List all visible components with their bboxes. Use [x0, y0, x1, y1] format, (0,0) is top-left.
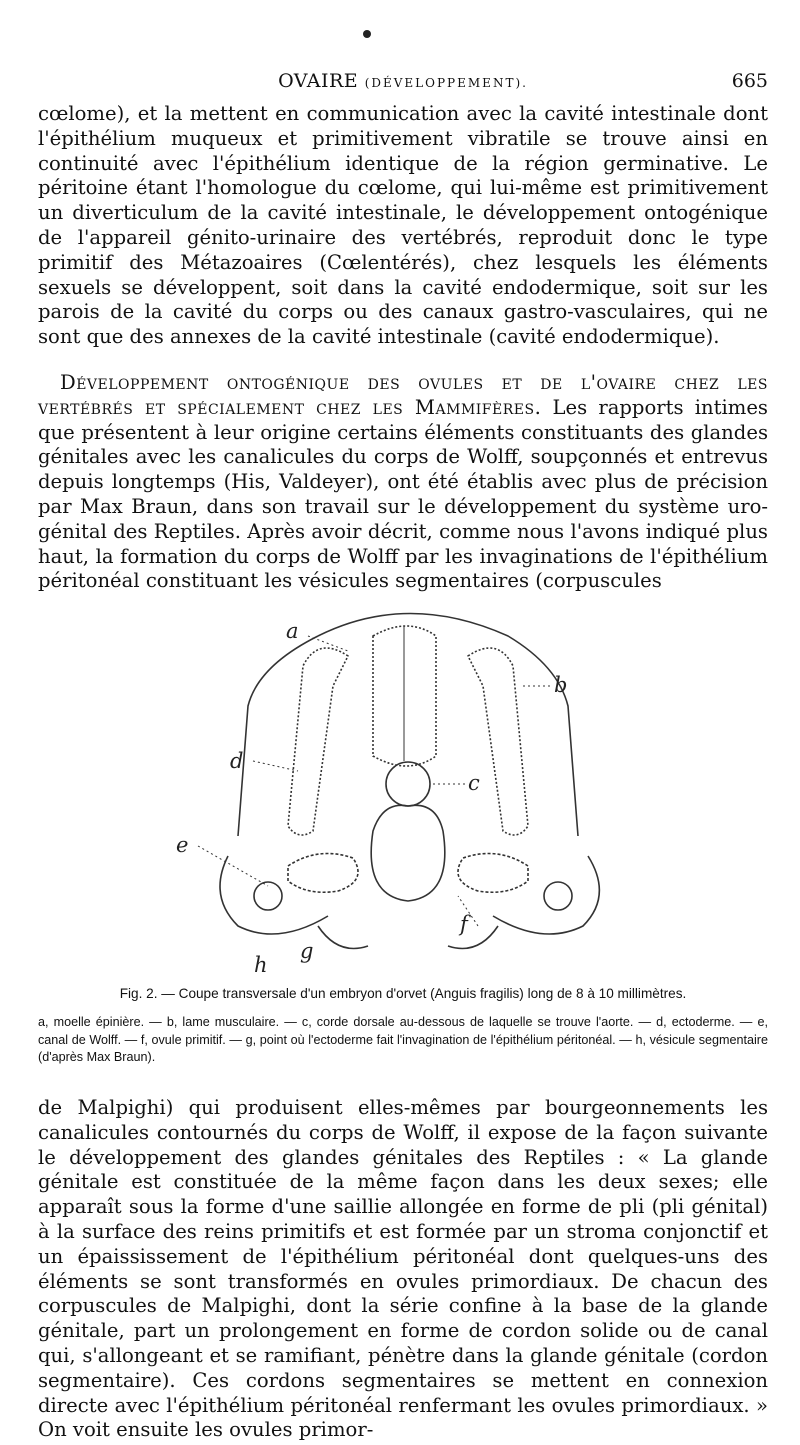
embryo-cross-section-figure: [168, 596, 658, 980]
section-heading: Développement ontogénique des ovules et de l'ovaire chez les vertébrés et spécialement chez les Mammifères.: [38, 371, 768, 419]
embryo-drawing: [168, 596, 658, 980]
figure-caption-title: Fig. 2. — Coupe transversale d'un embryon d'orvet (Anguis fragilis) long de 8 à 10 millimètres.: [119, 986, 687, 1001]
page-number: 665: [731, 70, 768, 92]
running-title-main: OVAIRE: [278, 70, 359, 92]
paragraph-3: de Malpighi) qui produisent elles-mêmes par bourgeonnements les canalicules contournés du corps de Wolff, il expose de la façon suivante le développement des glandes génitales des Reptiles : « La glande génitale est constituée de la même façon dans les deux sexes; elle apparaît sous la forme d'une saillie allongée en forme de pli (pli génital) à la surface des reins primitifs et est formée par un stroma conjonctif et un épaississement de l'épithélium péritonéal dont quelques-uns des éléments se sont transformés en ovules primordiaux. De chacun des corpuscules de Malpighi, dont la série confine à la base de la glande génitale, part un prolongement en forme de cordon solide ou de canal qui, s'allongeant et se ramifiant, pénètre dans la glande génitale (cordon segmentaire). Ces cordons segmentaires se mettent en connexion directe avec l'épithélium péritonéal renfermant les ovules primordiaux. » On voit ensuite les ovules primor-: [38, 1096, 768, 1442]
printer-mark: [363, 30, 371, 38]
running-title: [38, 70, 768, 92]
figure-label-a: a: [286, 619, 299, 643]
figure-label-d: d: [230, 749, 244, 773]
running-title-sub: (DÉVELOPPEMENT).: [364, 76, 528, 90]
figure-label-e: e: [176, 833, 189, 857]
paragraph-2: [38, 371, 768, 594]
paragraph-2-text: Les rapports intimes que présentent à leur origine certains éléments constituants des glandes génitales avec les canalicules du corps de Wolff, soupçonnés et entrevus depuis longtemps (His, Valdeyer), ont été établis avec plus de précision par Max Braun, dans son travail sur le développement du système uro-génital des Reptiles. Après avoir décrit, comme nous l'avons indiqué plus haut, la formation du corps de Wolff par les invaginations de l'épithélium péritonéal constituant les vésicules segmentaires (corpuscules: [38, 395, 768, 593]
figure-label-c: c: [468, 771, 480, 795]
figure-label-f: f: [460, 912, 468, 936]
paragraph-1: cœlome), et la mettent en communication avec la cavité intestinale dont l'épithélium muqueux et primitivement vibratile se trouve ainsi en continuité avec l'épithélium identique de la région germinative. Le péritoine étant l'homologue du cœlome, qui lui-même est primitivement un diverticulum de la cavité intestinale, le développement ontogénique de l'appareil génito-urinaire des vertébrés, reproduit donc le type primitif des Métazoaires (Cœlentérés), chez lesquels les éléments sexuels se développent, soit dans la cavité endodermique, soit sur les parois de la cavité du corps ou des canaux gastro-vasculaires, qui ne sont que des annexes de la cavité intestinale (cavité endodermique).: [38, 102, 768, 349]
figure-label-h: h: [254, 953, 268, 977]
figure-label-b: b: [554, 673, 568, 697]
figure-label-g: g: [300, 939, 314, 963]
running-header: [38, 70, 768, 98]
figure-caption-legend: a, moelle épinière. — b, lame musculaire. — c, corde dorsale au-dessous de laquelle se trouve l'aorte. — d, ectoderme. — e, canal de Wolff. — f, ovule primitif. — g, point où l'ectoderme fait l'invagination de l'épithélium péritonéal. — h, vésicule segmentaire (d'après Max Braun).: [38, 1015, 768, 1064]
